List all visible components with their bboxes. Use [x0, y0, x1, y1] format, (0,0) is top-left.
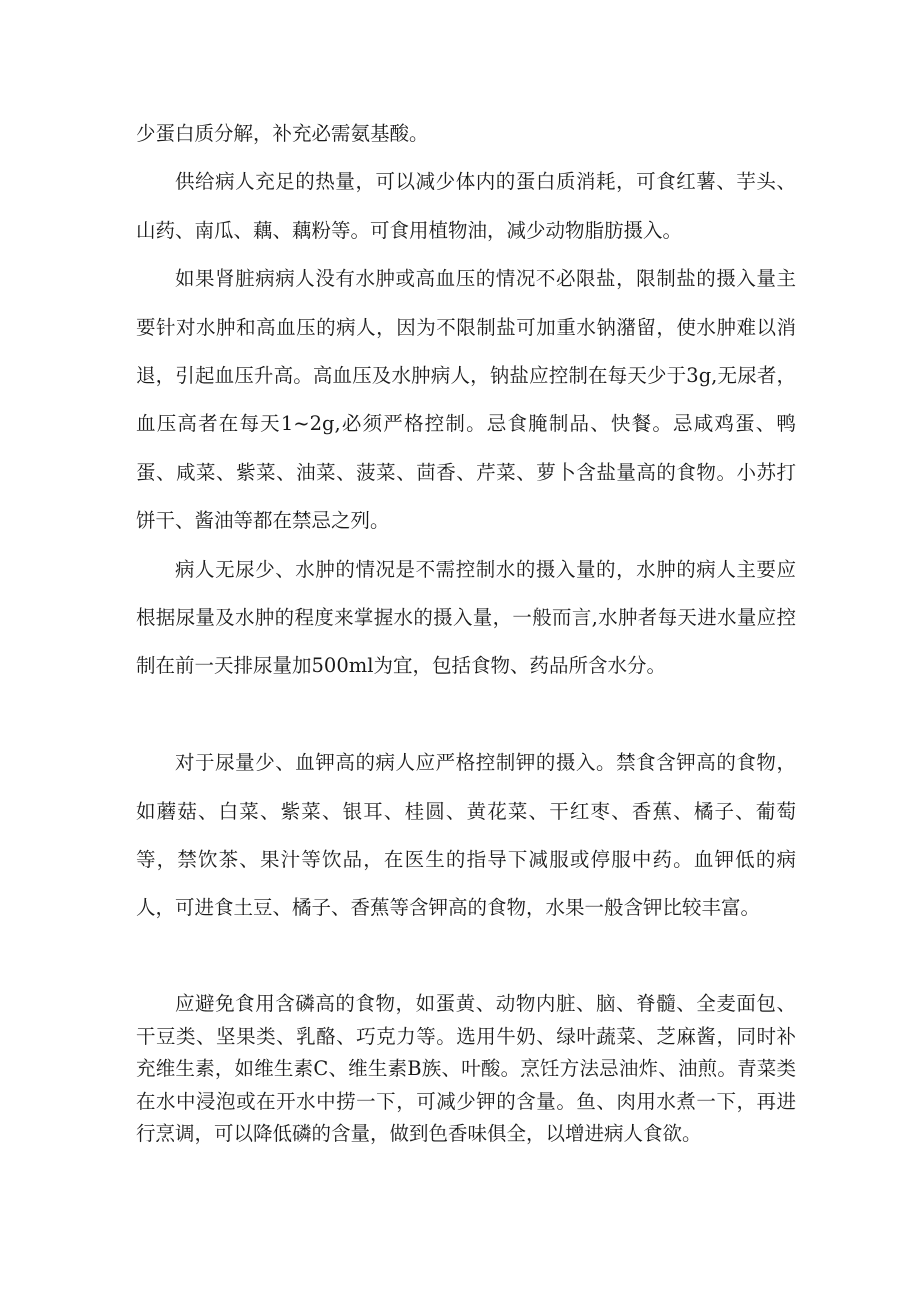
paragraph-spacer	[136, 691, 796, 739]
body-text-main	[136, 110, 796, 933]
paragraph-heat-supply: 供给病人充足的热量，可以减少体内的蛋白质消耗，可食红薯、芋头、山药、南瓜、藕、藕粉等。可食用植物油，减少动物脂肪摄入。	[136, 170, 796, 242]
paragraph-water-intake: 病人无尿少、水肿的情况是不需控制水的摄入量的，水肿的病人主要应根据尿量及水肿的程度来掌握水的摄入量，一般而言,水肿者每天进水量应控制在前一天排尿量加500ml为宜，包括食物、药品所含水分。	[136, 557, 796, 678]
paragraph-phosphorus: 应避免食用含磷高的食物，如蛋黄、动物内脏、脑、脊髓、全麦面包、干豆类、坚果类、乳酪、巧克力等。选用牛奶、绿叶蔬菜、芝麻酱，同时补充维生素，如维生素C、维生素B族、叶酸。烹饪方法忌油炸、油煎。青菜类在水中浸泡或在开水中捞一下，可减少钾的含量。鱼、肉用水煮一下，再进行烹调，可以降低磷的含量，做到色香味俱全，以增进病人食欲。	[136, 992, 796, 1146]
body-text-phosphorus	[136, 988, 796, 1151]
paragraph-salt-limit: 如果肾脏病病人没有水肿或高血压的情况不必限盐，限制盐的摄入量主要针对水肿和高血压的病人，因为不限制盐可加重水钠潴留，使水肿难以消退，引起血压升高。高血压及水肿病人，钠盐应控制在每天少于3g,无尿者，血压高者在每天1~2g,必须严格控制。忌食腌制品、快餐。忌咸鸡蛋、鸭蛋、咸菜、紫菜、油菜、菠菜、茴香、芹菜、萝卜含盐量高的食物。小苏打饼干、酱油等都在禁忌之列。	[136, 267, 796, 533]
paragraph-continuation: 少蛋白质分解，补充必需氨基酸。	[136, 122, 429, 145]
paragraph-potassium: 对于尿量少、血钾高的病人应严格控制钾的摄入。禁食含钾高的食物，如蘑菇、白菜、紫菜、银耳、桂圆、黄花菜、干红枣、香蕉、橘子、葡萄等，禁饮茶、果汁等饮品，在医生的指导下减服或停服中药。血钾低的病人，可进食土豆、橘子、香蕉等含钾高的食物，水果一般含钾比较丰富。	[136, 751, 796, 920]
